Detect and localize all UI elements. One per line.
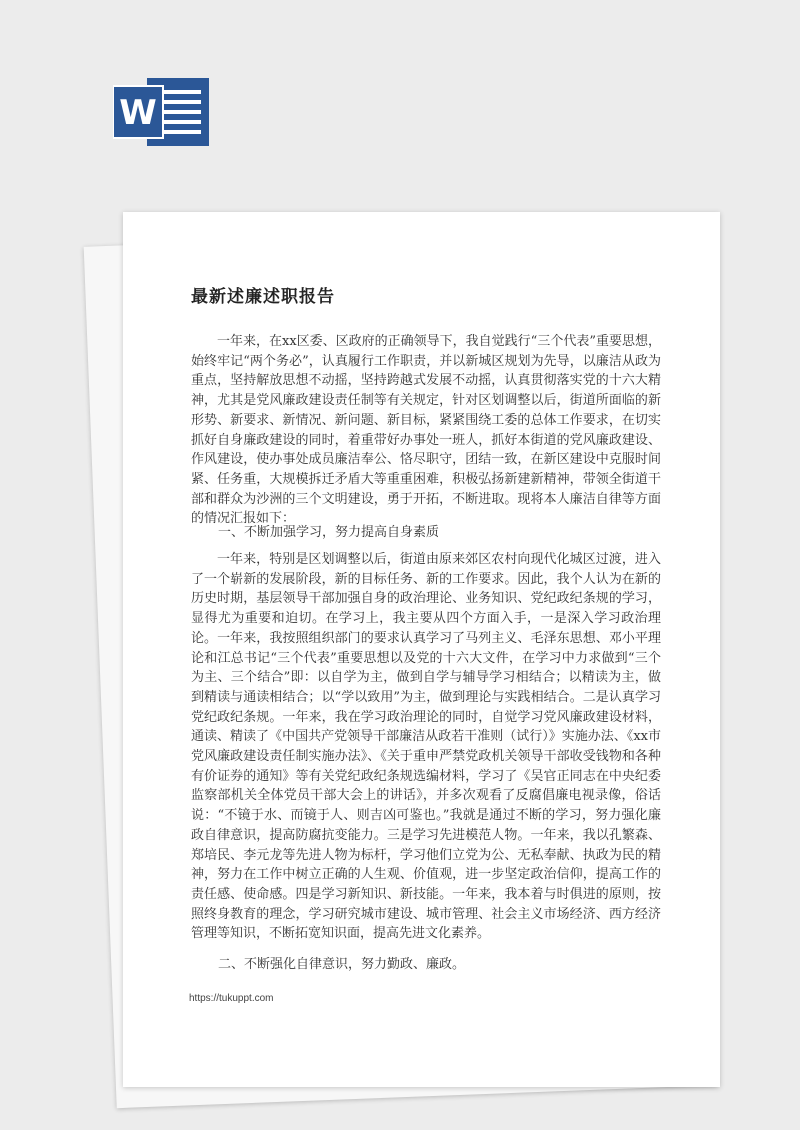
intro-paragraph: 一年来，在xx区委、区政府的正确领导下，我自觉践行“三个代表”重要思想，始终牢记“两个务必”，认真履行工作职责，并以新城区规划为先导，以廉洁从政为重点，坚持解放思想不动摇，坚持跨越式发展不动摇，认真贯彻落实党的十六大精神，尤其是党风廉政建设责任制等有关规定，针对区划调整以后，街道所面临的新形势、新要求、新情况、新问题、新目标，紧紧围绕工委的总体工作要求，在切实抓好自身廉政建设的同时，着重带好办事处一班人，抓好本街道的党风廉政建设、作风建设，使办事处成员廉洁奉公、恪尽职守，团结一致，在新区建设中克服时间紧、任务重，大规模拆迁矛盾大等重重困难，积极弘扬新建新精神，带领全街道干部和群众为沙洲的三个文明建设，勇于开拓，不断进取。现将本人廉洁自律等方面的情况汇报如下： bbox=[191, 334, 661, 527]
word-icon-line bbox=[163, 130, 201, 134]
word-icon-letter: W bbox=[119, 93, 157, 133]
document-title: 最新述廉述职报告 bbox=[191, 287, 335, 307]
word-icon-line bbox=[163, 100, 201, 104]
word-document-icon bbox=[113, 76, 211, 148]
word-icon-line bbox=[163, 90, 201, 94]
section-heading-1: 一、不断加强学习，努力提高自身素质 bbox=[218, 525, 440, 540]
document-page bbox=[123, 212, 720, 1087]
word-icon-line bbox=[163, 120, 201, 124]
footer-url: https://tukuppt.com bbox=[189, 993, 274, 1004]
section-heading-2: 二、不断强化自律意识，努力勤政、廉政。 bbox=[218, 957, 466, 972]
word-icon-line bbox=[163, 110, 201, 114]
section-1-paragraph: 一年来，特别是区划调整以后，街道由原来郊区农村向现代化城区过渡，进入了一个崭新的发展阶段，新的目标任务、新的工作要求。因此，我个人认为在新的历史时期，基层领导干部加强自身的政治理论、业务知识、党纪政纪条规的学习，显得尤为重要和迫切。在学习上，我主要从四个方面入手，一是深入学习政治理论。一年来，我按照组织部门的要求认真学习了马列主义、毛泽东思想、邓小平理论和江总书记“三个代表”重要思想以及党的十六大文件，在学习中力求做到“三个为主、三个结合”即：以自学为主，做到自学与辅导学习相结合；以精读为主，做到精读与通读相结合；以“学以致用”为主，做到理论与实践相结合。二是认真学习党纪政纪条规。一年来，我在学习政治理论的同时，自觉学习党风廉政建设材料，通读、精读了《中国共产党领导干部廉洁从政若干准则（试行）》实施办法、《xx市党风廉政建设责任制实施办法》、《关于重申严禁党政机关领导干部收受钱物和各种有价证券的通知》等有关党纪政纪条规选编材料，学习了《吴官正同志在中央纪委监察部机关全体党员干部大会上的讲话》，并多次观看了反腐倡廉电视录像，俗话说：“不镜于水、而镜于人、则吉凶可鉴也。”我就是通过不断的学习，努力强化廉政自律意识，提高防腐抗变能力。三是学习先进模范人物。一年来，我以孔繁森、郑培民、李元龙等先进人物为标杆，学习他们立党为公、无私奉献、执政为民的精神，努力在工作中树立正确的人生观、价值观，进一步坚定政治信仰，提高工作的责任感、使命感。四是学习新知识、新技能。一年来，我本着与时俱进的原则，按照终身教育的理念，学习研究城市建设、城市管理、社会主义市场经济、西方经济管理等知识，不断拓宽知识面，提高先进文化素养。 bbox=[191, 552, 661, 942]
